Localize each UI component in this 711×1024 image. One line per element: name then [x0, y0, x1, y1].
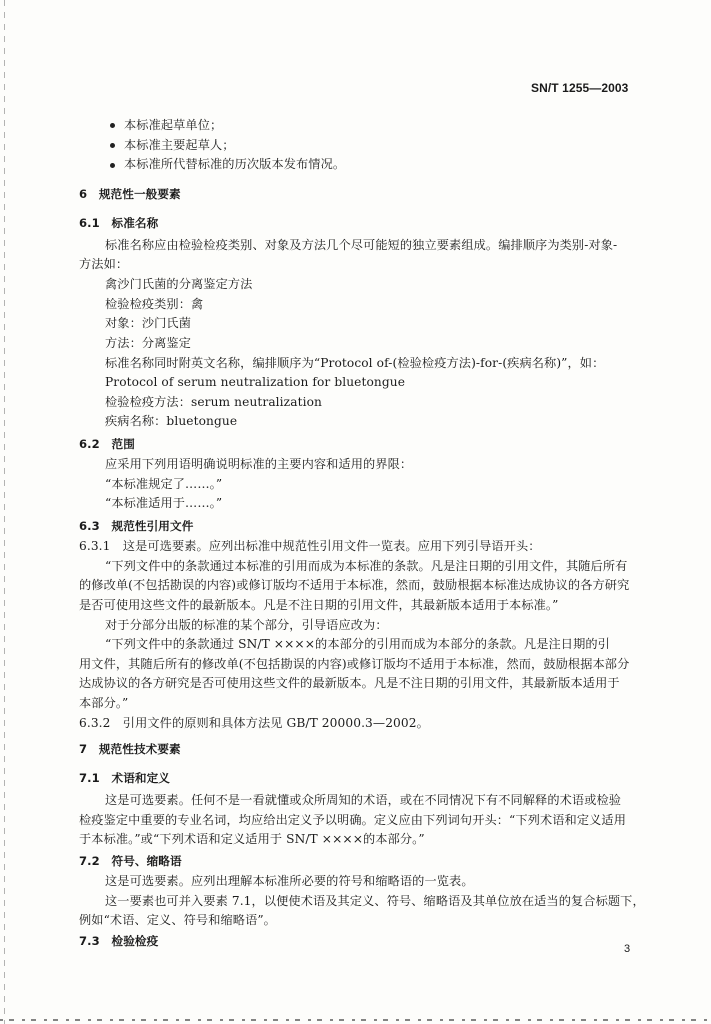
example-line: Protocol of serum neutralization for bluetongue — [105, 375, 406, 389]
paragraph-line: 6.3.1 这是可选要素。应列出标准中规范性引用文件一览表。应用下列引导语开头： — [79, 539, 541, 553]
example-line: 疾病名称：bluetongue — [105, 414, 238, 428]
quote-line: 是否可使用这些文件的最新版本。凡是不注日期的引用文件，其最新版本适用于本标准。” — [79, 598, 559, 612]
quote-line: 达成协议的各方研究是否可使用这些文件的最新版本。凡是不注日期的引用文件，其最新版本适用于 — [79, 676, 620, 690]
section-heading: 6 规范性一般要素 — [79, 187, 181, 201]
quote-line: 用文件，其随后所有的修改单(不包括勘误的内容)或修订版均不适用于本标准，然而，鼓励根据本部分 — [79, 657, 630, 671]
paragraph-line: 这是可选要素。应列出理解本标准所必要的符号和缩略语的一览表。 — [105, 874, 474, 888]
quote-line: 本部分。” — [79, 696, 129, 710]
section-heading: 7 规范性技术要素 — [79, 742, 181, 756]
bullet-item: 本标准起草单位； — [124, 118, 223, 132]
quote-line: “本标准规定了……。” — [105, 477, 223, 491]
subsection-heading: 7.1 术语和定义 — [79, 771, 171, 785]
paragraph-line: 例如“术语、定义、符号和缩略语”。 — [79, 913, 276, 927]
example-line: 禽沙门氏菌的分离鉴定方法 — [105, 277, 253, 291]
quote-line: 的修改单(不包括勘误的内容)或修订版均不适用于本标准，然而，鼓励根据本标准达成协议的各方研究 — [79, 578, 630, 592]
bullet-dot-icon — [110, 143, 115, 148]
bullet-dot-icon — [110, 123, 115, 128]
example-line: 检验检疫方法：serum neutralization — [105, 395, 322, 409]
page-number: 3 — [624, 943, 631, 955]
subsection-heading: 6.2 范围 — [79, 437, 135, 451]
example-line: 标准名称同时附英文名称，编排顺序为“Protocol of-(检验检疫方法)-for-(疾病名称)”，如： — [105, 356, 605, 370]
paragraph-line: 应采用下列用语明确说明标准的主要内容和适用的界限： — [105, 457, 413, 471]
example-line: 对象：沙门氏菌 — [105, 316, 192, 330]
bullet-dot-icon — [110, 163, 115, 168]
example-line: 检验检疫类别：禽 — [105, 297, 204, 311]
paragraph-line: 6.3.2 引用文件的原则和具体方法见 GB/T 20000.3—2002。 — [79, 716, 429, 730]
document-id: SN/T 1255—2003 — [531, 81, 629, 95]
subsection-heading: 7.2 符号、缩略语 — [79, 854, 182, 868]
subsection-heading: 7.3 检验检疫 — [79, 934, 159, 948]
paragraph-line: 对于分部分出版的标准的某个部分，引导语应改为： — [105, 618, 388, 632]
quote-line: “下列文件中的条款通过本标准的引用而成为本标准的条款。凡是注日期的引用文件，其随后所有 — [105, 559, 628, 573]
bullet-item: 本标准主要起草人； — [124, 138, 235, 152]
example-line: 方法：分离鉴定 — [105, 336, 192, 350]
scan-edge-artifact — [4, 0, 5, 1024]
scan-bottom-artifact — [0, 1019, 711, 1021]
subsection-heading: 6.3 规范性引用文件 — [79, 519, 194, 533]
paragraph-line: 标准名称应由检验检疫类别、对象及方法几个尽可能短的独立要素组成。编排顺序为类别-对象- — [105, 238, 618, 252]
paragraph-line: 这是可选要素。任何不是一看就懂或众所周知的术语，或在不同情况下有不同解释的术语或检验 — [105, 793, 622, 807]
paragraph-line: 检疫鉴定中重要的专业名词，均应给出定义予以明确。定义应由下列词句开头：“下列术语和定义适用 — [79, 813, 626, 827]
paragraph-line: 于本标准。”或“下列术语和定义适用于 SN/T ××××的本部分。” — [79, 832, 425, 846]
bullet-item: 本标准所代替标准的历次版本发布情况。 — [124, 157, 346, 171]
quote-line: “下列文件中的条款通过 SN/T ××××的本部分的引用而成为本部分的条款。凡是注日期的引 — [105, 637, 610, 651]
paragraph-line: 方法如： — [79, 257, 129, 271]
quote-line: “本标准适用于……。” — [105, 496, 223, 510]
subsection-heading: 6.1 标准名称 — [79, 216, 159, 230]
paragraph-line: 这一要素也可并入要素 7.1，以便使术语及其定义、符号、缩略语及其单位放在适当的复合标题下， — [105, 894, 645, 908]
